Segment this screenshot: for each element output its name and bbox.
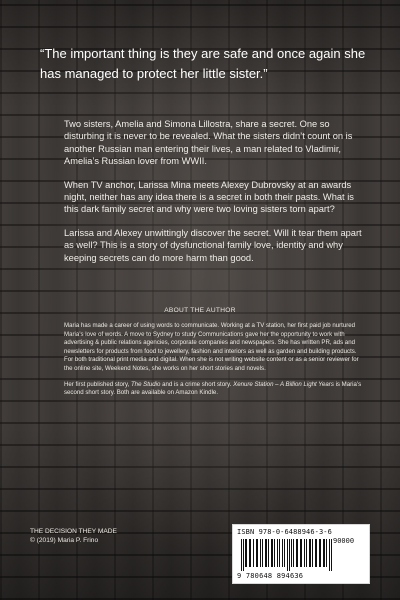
isbn-number: ISBN 978-0-6488946-3-6 <box>237 528 332 536</box>
barcode-bar <box>323 539 325 567</box>
about-author-heading: ABOUT THE AUTHOR <box>164 307 236 314</box>
book-title: THE DECISION THEY MADE <box>30 528 117 535</box>
barcode-bar <box>300 539 302 567</box>
copyright-notice: © (2019) Maria P. Frino <box>30 537 99 545</box>
ean-digits: 9 780648 894636 <box>237 572 304 580</box>
barcode-bar <box>287 539 288 571</box>
barcode-bar <box>315 539 317 567</box>
barcode-bar <box>289 539 290 571</box>
barcode-bar <box>265 539 267 567</box>
barcode-bar <box>309 539 311 567</box>
blurb-paragraph: Two sisters, Amelia and Simona Lillostra, share a secret. One so disturbing it is never to be revealed. What the sisters didn’t count on is another Russian man entering their lives, a man related to Vladimir, Amelia’s Russian lover from WWII. <box>64 119 353 167</box>
isbn-barcode <box>232 524 370 584</box>
blurb-paragraph: When TV anchor, Larissa Mina meets Alexey Dubrovsky at an awards night, neither has any idea there is a secret in both their pasts. What is this dark family secret and why were two loving sisters torn apart? <box>64 179 354 215</box>
about-paragraph: Maria has made a career of using words to communicate. Working at a TV station, her first paid job nurtured Maria’s love of words. A move to Sydney to study Communications gave her the opportunity to work with advertising & public relations agencies, corporate companies and newspapers. She has written PR, ads and newsletters for products from food to jewellery, fashion and interiors as well as garden and building products. For both traditional print media and digital. When she is not writing website content or as a senior reviewer for the online site, Weekend Notes, she works on her short stories and novels. <box>64 322 359 372</box>
barcode-bar <box>282 539 283 567</box>
barcode-bar <box>245 539 247 567</box>
pull-quote: “The important thing is they are safe and once again she has managed to protect her little sister.” <box>40 46 366 81</box>
story-title: Xenure Station – A Billion Light Years <box>233 380 334 388</box>
barcode-bar <box>326 539 327 567</box>
barcode-bar <box>279 539 280 567</box>
about-text-fragment: Her first published story, <box>64 380 131 388</box>
barcode-bar <box>274 539 275 567</box>
barcode-bar <box>319 539 321 567</box>
barcode-bar <box>271 539 273 567</box>
about-text-fragment: is Maria’s second short story. Both are available on Amazon Kindle. <box>64 380 362 397</box>
barcode-bar <box>312 539 313 567</box>
barcode-bar <box>249 539 251 567</box>
about-author-text <box>64 322 364 405</box>
barcode-bar <box>243 539 244 571</box>
barcode-bar <box>304 539 305 567</box>
barcode-bar <box>331 539 332 571</box>
barcode-bar <box>293 539 294 567</box>
barcode-bar <box>329 539 330 571</box>
barcode-bar <box>256 539 258 567</box>
barcode-bar <box>291 539 292 567</box>
about-text-fragment: and is a crime short story. <box>160 380 234 388</box>
price-code: 90000 <box>333 537 355 545</box>
barcode-bar <box>241 539 242 571</box>
barcode-bar <box>262 539 263 567</box>
book-blurb <box>64 118 364 275</box>
story-title: The Studio <box>130 380 161 388</box>
barcode-bar <box>260 539 261 567</box>
blurb-paragraph: Larissa and Alexey unwittingly discover the secret. Will it tear them apart as well? This is a story of dysfunctional family love, identity and why keeping secrets can do more harm than good. <box>64 227 362 263</box>
barcode-bar <box>253 539 254 567</box>
barcode-bar <box>306 539 307 567</box>
about-paragraph-publications <box>64 381 364 398</box>
barcode-bars <box>241 539 363 571</box>
barcode-bar <box>296 539 298 567</box>
barcode-bar <box>268 539 269 567</box>
barcode-bar <box>277 539 278 567</box>
barcode-bar <box>284 539 285 567</box>
imprint <box>30 527 180 545</box>
